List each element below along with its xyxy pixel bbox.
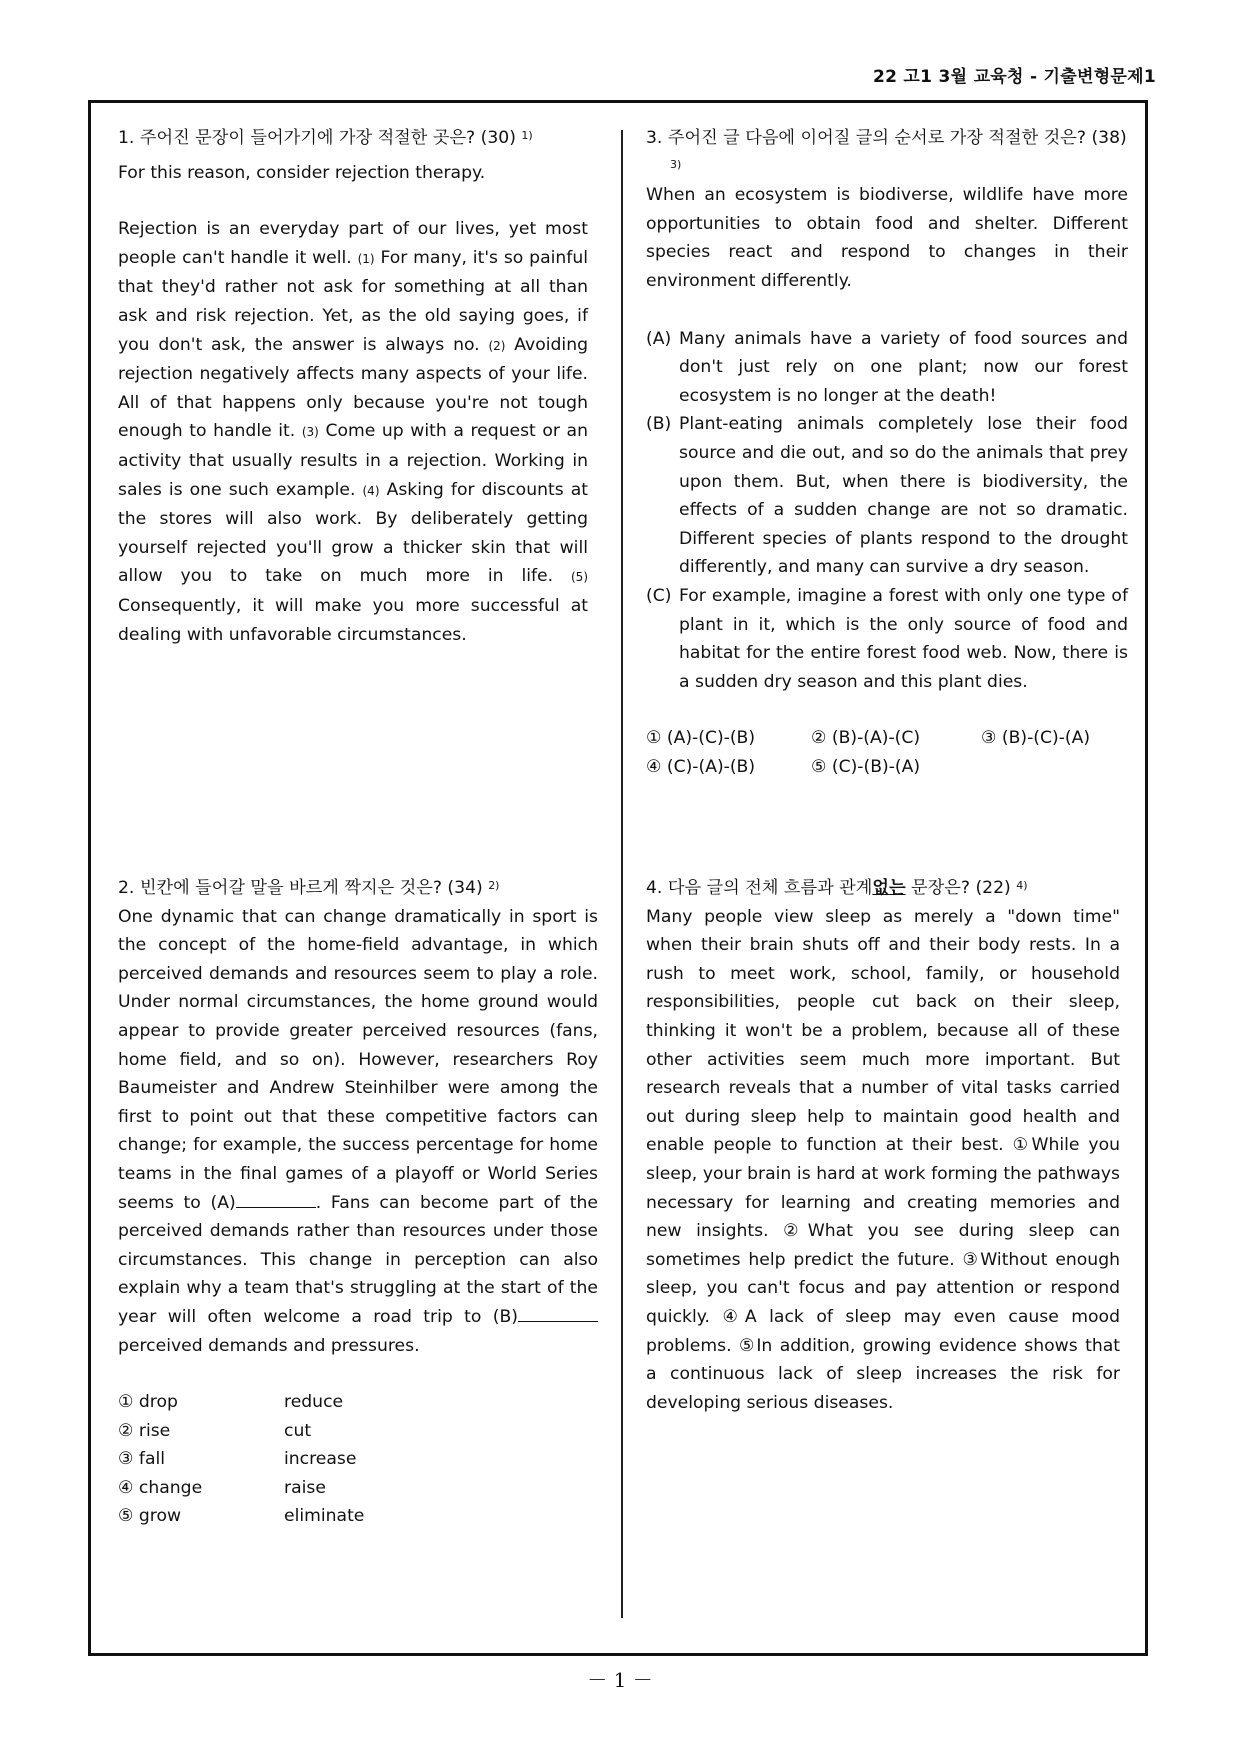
question-1-title	[118, 124, 588, 153]
option-b: raise	[284, 1477, 326, 1498]
paragraph-label: (A)	[646, 328, 672, 349]
question-number: 4.	[646, 878, 663, 898]
question-prompt: 빈칸에 들어갈 말을 바르게 짝지은 것은? (34)	[139, 878, 483, 898]
paragraph-text: Plant-eating animals completely lose their food source and die out, and so do the animals that prey upon them. But, when there is biodiversity, the effects of a sudden change are not so dramatic. Different species of plants respond to the drought differently, and many can survive a dry season.	[679, 414, 1128, 578]
answer-option[interactable]	[118, 1417, 598, 1446]
answer-options	[118, 1388, 598, 1531]
blank-b	[518, 1303, 598, 1322]
question-number: 3.	[646, 128, 663, 148]
position-marker: (1)	[357, 251, 375, 266]
column-divider	[621, 130, 623, 1618]
passage-text: Rejection is an everyday part of our lives, yet most people can't handle it well.	[118, 219, 588, 268]
question-4	[646, 874, 1120, 1417]
position-marker: (2)	[488, 338, 506, 353]
footnote-mark: 4)	[1016, 879, 1028, 892]
option-b: cut	[284, 1420, 312, 1441]
passage-text: One dynamic that can change dramatically in sport is the concept of the home-field advantage, in which perceived demands and resources seem to play a role. Under normal circumstances, the home ground would appear to provide greater perceived resources (fans, home field, and so on). However, researchers Roy Baumeister and Andrew Steinhilber were among the first to point out that these competitive factors can change; for example, the success percentage for home teams in the final games of a playoff or World Series seems to (A)	[118, 906, 598, 1213]
passage-text: . Fans can become part of the perceived demands rather than resources under those circumstances. This change in perception can also explain why a team that's struggling at the start of the year will often welcome a road trip to (B)	[118, 1192, 598, 1327]
answer-options	[646, 724, 1128, 781]
option-mark: ⑤	[118, 1506, 134, 1527]
question-2-passage	[118, 903, 598, 1361]
paragraph-text: Many animals have a variety of food sources and don't just rely on one plant; now our forest ecosystem is no longer at the death!	[679, 328, 1128, 406]
answer-option[interactable]: ④ (C)-(A)-(B)	[646, 756, 756, 777]
footnote-mark: 3)	[670, 157, 682, 171]
option-a: rise	[138, 1420, 171, 1441]
passage-text: Consequently, it will make you more successful at dealing with unfavorable circumstances.	[118, 595, 588, 645]
paragraph-label: (C)	[646, 585, 672, 606]
question-3-title	[646, 124, 1128, 181]
question-prompt: 주어진 문장이 들어가기에 가장 적절한 곳은? (30)	[139, 128, 516, 148]
option-mark: ①	[118, 1392, 134, 1413]
answer-option[interactable]: ① (A)-(C)-(B)	[646, 728, 756, 749]
position-marker: (4)	[362, 483, 380, 498]
option-b: increase	[284, 1449, 357, 1470]
option-a: drop	[138, 1392, 178, 1413]
question-prompt-end: 문장은? (22)	[905, 878, 1011, 898]
footnote-mark: 2)	[488, 879, 500, 892]
page-header-title: 22 고1 3월 교육청 - 기출변형문제1	[872, 67, 1156, 87]
answer-option[interactable]: ⑤ (C)-(B)-(A)	[811, 756, 921, 777]
blank-a	[236, 1189, 316, 1208]
given-sentence: For this reason, consider rejection therapy.	[118, 162, 486, 183]
question-number: 1.	[118, 128, 135, 148]
footnote-mark: 1)	[521, 129, 533, 142]
answer-option[interactable]	[118, 1474, 598, 1503]
passage-text: Asking for discounts at the stores will also work. By deliberately getting yourself rejected you'll grow a thicker skin that will allow you to take on much more in life.	[118, 479, 589, 587]
position-marker: (5)	[571, 570, 588, 585]
option-mark: ④	[118, 1477, 134, 1498]
passage-text: Come up with a request or an activity that usually results in a rejection. Working in sales is one such example.	[118, 421, 588, 500]
answer-option[interactable]	[118, 1502, 598, 1531]
question-2-title	[118, 874, 598, 903]
question-number: 2.	[118, 878, 135, 898]
option-a: grow	[138, 1506, 182, 1527]
option-b: eliminate	[284, 1506, 365, 1527]
question-3	[646, 124, 1128, 781]
paragraph-text: For example, imagine a forest with only one type of plant in it, which is the only source of food and habitat for the entire forest food web. Now, there is a sudden dry season and this plant dies.	[679, 585, 1128, 692]
option-a: change	[138, 1477, 203, 1498]
answer-option[interactable]: ② (B)-(A)-(C)	[811, 728, 921, 749]
position-marker: (3)	[301, 425, 319, 440]
ordering-paragraphs	[646, 325, 1128, 697]
paragraph-label: (B)	[646, 414, 672, 435]
answer-option[interactable]	[118, 1388, 598, 1417]
option-mark: ③	[118, 1449, 134, 1470]
answer-option[interactable]	[118, 1445, 598, 1474]
question-1	[118, 124, 588, 649]
question-3-intro: When an ecosystem is biodiverse, wildlife have more opportunities to obtain food and shelter. Different species react and respond to changes in their environment differently.	[646, 185, 1128, 291]
answer-option[interactable]: ③ (B)-(C)-(A)	[981, 728, 1091, 749]
passage-text: Avoiding rejection negatively affects many aspects of your life. All of that happens only because you're not tough enough to handle it.	[118, 334, 588, 442]
option-a: fall	[138, 1449, 166, 1470]
option-mark: ②	[118, 1420, 134, 1441]
question-4-title	[646, 874, 1120, 903]
question-1-passage	[118, 215, 588, 649]
paragraph-a	[646, 325, 1128, 411]
option-b: reduce	[284, 1392, 344, 1413]
passage-text: perceived demands and pressures.	[118, 1335, 420, 1356]
question-2	[118, 874, 598, 1531]
paragraph-c	[646, 582, 1128, 696]
page-number: － 1 －	[587, 1668, 653, 1692]
question-prompt: 다음 글의 전체 흐름과 관계	[667, 878, 873, 898]
passage-text: For many, it's so painful that they'd rather not ask for something at all than ask and risk rejection. Yet, as the old saying goes, if you don't ask, the answer is always no.	[118, 247, 588, 355]
question-prompt: 주어진 글 다음에 이어질 글의 순서로 가장 적절한 것은? (38)	[667, 128, 1127, 148]
prompt-emphasis: 없는	[872, 878, 906, 898]
question-4-passage: Many people view sleep as merely a "down time" when their brain shuts off and their body rests. In a rush to meet work, school, family, or household responsibilities, people cut back on their sleep, thinking it won't be a problem, because all of these other activities seem much more important. But research reveals that a number of vital tasks carried out during sleep help to maintain good health and enable people to function at their best. ①While you sleep, your brain is hard at work forming the pathways necessary for learning and creating memories and new insights. ②What you see during sleep can sometimes help predict the future. ③Without enough sleep, you can't focus and pay attention or respond quickly. ④A lack of sleep may even cause mood problems. ⑤In addition, growing evidence shows that a continuous lack of sleep increases the risk for developing serious diseases.	[646, 906, 1120, 1413]
paragraph-b	[646, 410, 1128, 582]
